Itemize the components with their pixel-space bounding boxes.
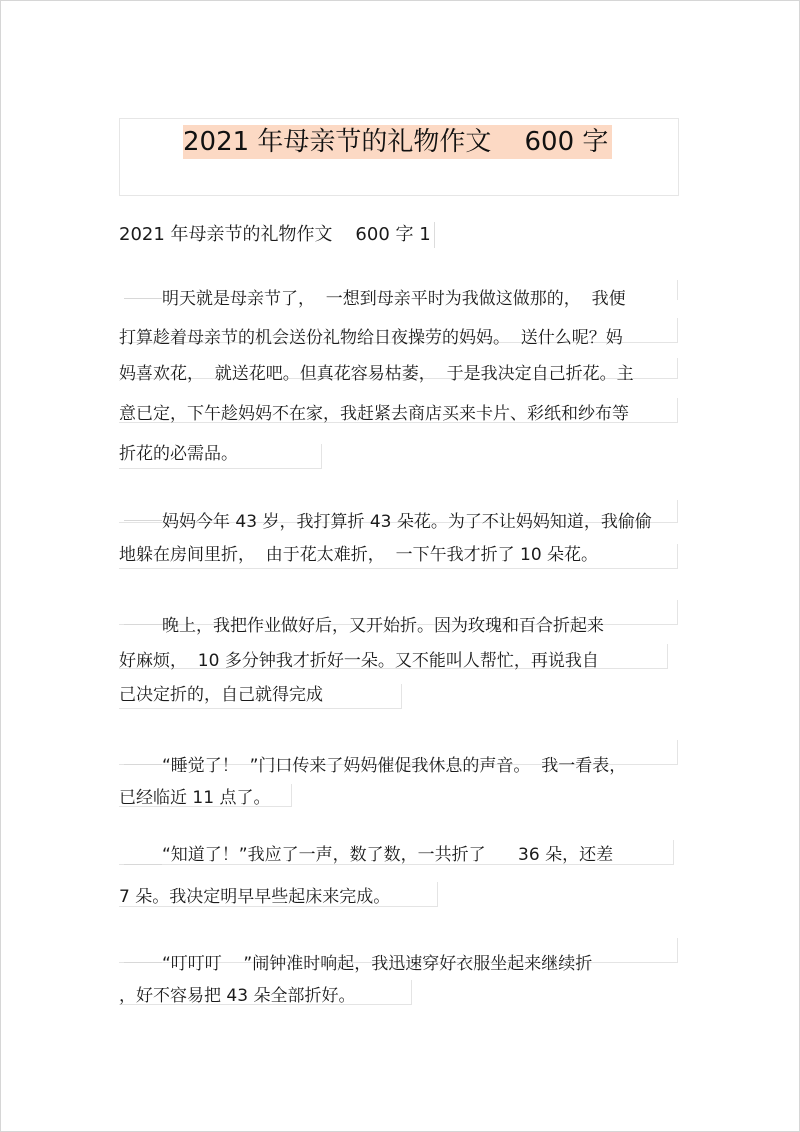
indent-rule — [124, 962, 162, 963]
paragraph-2-line-2: 地躲在房间里折， 由于花太难折， 一下午我才折了 10 朵花。 — [119, 545, 599, 565]
paragraph-5-line-1: “知道了！”我应了一声，数了数，一共折了 36 朵，还差 — [162, 845, 614, 865]
section-heading: 2021 年母亲节的礼物作文 600 字 1 — [119, 222, 435, 248]
paragraph-1-line-4: 意已定，下午趁妈妈不在家，我赶紧去商店买来卡片、彩纸和纱布等 — [119, 404, 629, 424]
indent-rule — [124, 298, 162, 299]
paragraph-4-line-1: “睡觉了！ ”门口传来了妈妈催促我休息的声音。 我一看表， — [162, 756, 627, 776]
paragraph-2-line-1: 妈妈今年 43 岁，我打算折 43 朵花。为了不让妈妈知道，我偷偷 — [162, 512, 652, 532]
paragraph-5-line-2: 7 朵。我决定明早早些起床来完成。 — [119, 887, 391, 907]
document-title: 2021 年母亲节的礼物作文 600 字 — [183, 125, 612, 159]
indent-rule — [124, 864, 162, 865]
paragraph-1-line-3: 妈喜欢花， 就送花吧。但真花容易枯萎， 于是我决定自己折花。主 — [119, 364, 634, 384]
paragraph-3-line-2: 好麻烦， 10 多分钟我才折好一朵。又不能叫人帮忙，再说我自 — [119, 651, 599, 671]
paragraph-1-line-2: 打算趁着母亲节的机会送份礼物给日夜操劳的妈妈。 送什么呢？妈 — [119, 328, 623, 348]
paragraph-3-line-3: 己决定折的，自己就得完成 — [119, 685, 323, 705]
paragraph-1-line-5: 折花的必需品。 — [119, 444, 238, 464]
paragraph-4-line-2: 已经临近 11 点了。 — [119, 788, 271, 808]
paragraph-1-line-1: 明天就是母亲节了， 一想到母亲平时为我做这做那的， 我便 — [162, 289, 626, 309]
paragraph-3-line-1: 晚上，我把作业做好后，又开始折。因为玫瑰和百合折起来 — [162, 616, 604, 636]
paragraph-6-line-1: “叮叮叮 ”闹钟准时响起，我迅速穿好衣服坐起来继续折 — [162, 954, 593, 974]
indent-rule — [124, 764, 162, 765]
paragraph-6-line-2: ，好不容易把 43 朵全部折好。 — [119, 986, 356, 1006]
indent-rule — [124, 520, 162, 521]
indent-rule — [124, 624, 162, 625]
